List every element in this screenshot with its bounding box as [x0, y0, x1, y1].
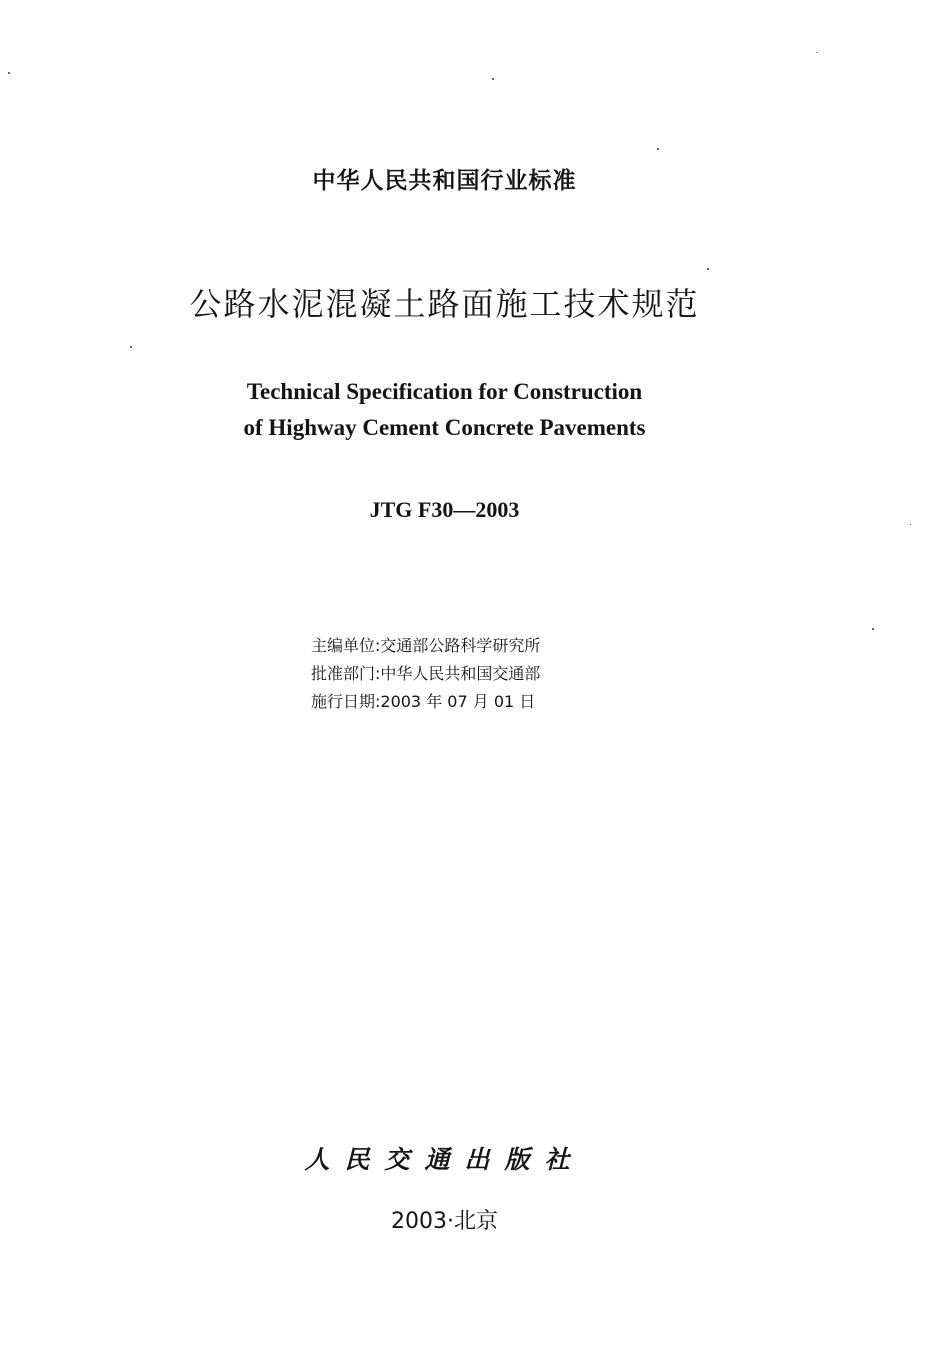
industry-standard-heading: 中华人民共和国行业标准: [312, 168, 577, 194]
approving-department: 批准部门:中华人民共和国交通部: [311, 664, 541, 683]
scan-speck: [492, 78, 494, 80]
scan-speck: [707, 268, 709, 270]
scan-speck: [816, 52, 817, 53]
standard-code: JTG F30—2003: [369, 497, 520, 522]
scan-speck: [872, 628, 874, 630]
scan-speck: [910, 524, 911, 525]
metadata-block: [311, 632, 540, 716]
editor-unit: 主编单位:交通部公路科学研究所: [311, 636, 541, 655]
publisher-name: 人民交通出版社: [304, 1145, 585, 1174]
chinese-title: 公路水泥混凝土路面施工技术规范: [189, 285, 700, 323]
publication-year-place: 2003·北京: [391, 1209, 498, 1234]
scan-speck: [657, 148, 659, 150]
effective-date: 施行日期:2003 年 07 月 01 日: [311, 692, 536, 711]
scan-speck: [130, 346, 132, 348]
english-title-line-1: Technical Specification for Construction: [246, 379, 643, 404]
english-title: [0, 374, 889, 446]
scan-speck: [8, 72, 10, 74]
english-title-line-2: of Highway Cement Concrete Pavements: [243, 415, 646, 440]
